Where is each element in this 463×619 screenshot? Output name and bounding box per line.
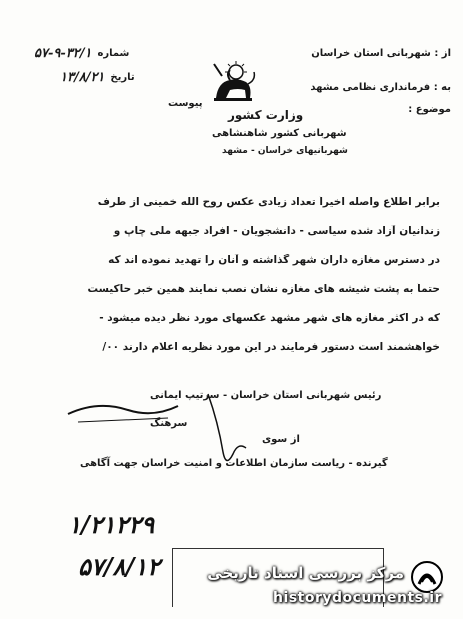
body-line-2: زندانیان آزاد شده سیاسی - دانشجویان - افراد جبهه ملی چاپ و bbox=[113, 225, 440, 237]
ministry-name: وزارت کشور bbox=[228, 108, 304, 122]
attachment-label: پیوست bbox=[168, 98, 203, 109]
signature-title: رئیس شهربانی استان خراسان - سرتیپ ایمانی bbox=[150, 390, 382, 401]
police-region: شهربانیهای خراسان - مشهد bbox=[222, 146, 348, 156]
handwritten-date: ۵۷/۸/۱۲ bbox=[78, 552, 160, 581]
signature-from-label: از سوی bbox=[262, 434, 300, 445]
from-value: شهربانی استان خراسان bbox=[311, 48, 431, 59]
date-label: تاریخ bbox=[110, 72, 135, 83]
to-value: فرمانداری نظامی مشهد bbox=[310, 82, 431, 93]
number-label: شماره bbox=[97, 48, 130, 59]
attachment-field bbox=[168, 98, 203, 109]
number-field bbox=[34, 46, 129, 61]
date-value: ۱۳/۸/۲۱ bbox=[60, 70, 105, 85]
watermark-url: historydocuments.ir bbox=[273, 590, 442, 606]
to-label: به : bbox=[433, 82, 451, 93]
watermark bbox=[180, 558, 450, 610]
body-line-4: حتماً به پشت شیشه های مغازه نشان نصب نمایند همین خبر حاکیست bbox=[87, 283, 440, 295]
date-field bbox=[60, 70, 135, 85]
subject-label: موضوع : bbox=[408, 104, 451, 115]
archive-logo-icon bbox=[410, 560, 444, 594]
body-line-3: در دسترس مغازه داران شهر گذاشته و آنان را تهدید نموده اند که bbox=[108, 254, 440, 266]
watermark-org-name: مرکز بررسی اسناد تاریخی bbox=[207, 564, 404, 582]
from-label: از : bbox=[434, 48, 451, 59]
to-field bbox=[310, 82, 451, 93]
body-line-5: که در اکثر مغازه های شهر مشهد عکسهای مورد نظر دیده میشود - bbox=[99, 312, 440, 324]
lion-and-sun-emblem-icon bbox=[208, 58, 258, 106]
police-country: شهربانی کشور شاهنشاهی bbox=[212, 128, 347, 139]
recipients-line: گیرنده - ریاست سازمان اطلاعات و امنیت خراسان جهت آگاهی bbox=[80, 458, 388, 469]
body-line-1: برابر اطلاع واصله اخیراً تعداد زیادی عکس روح الله خمینی از طرف bbox=[97, 196, 440, 208]
signature-rank: سرهنگ bbox=[150, 418, 188, 429]
handwritten-number: ۱/۲۱۲۲۹ bbox=[68, 510, 155, 539]
body-line-6: خواهشمند است دستور فرمایند در این مورد نظریه اعلام دارند ۰۰/ bbox=[102, 341, 440, 353]
number-value: ۵۷-۹-۳۲/۱ bbox=[34, 46, 92, 61]
from-field bbox=[311, 48, 451, 59]
subject-field bbox=[408, 104, 451, 115]
